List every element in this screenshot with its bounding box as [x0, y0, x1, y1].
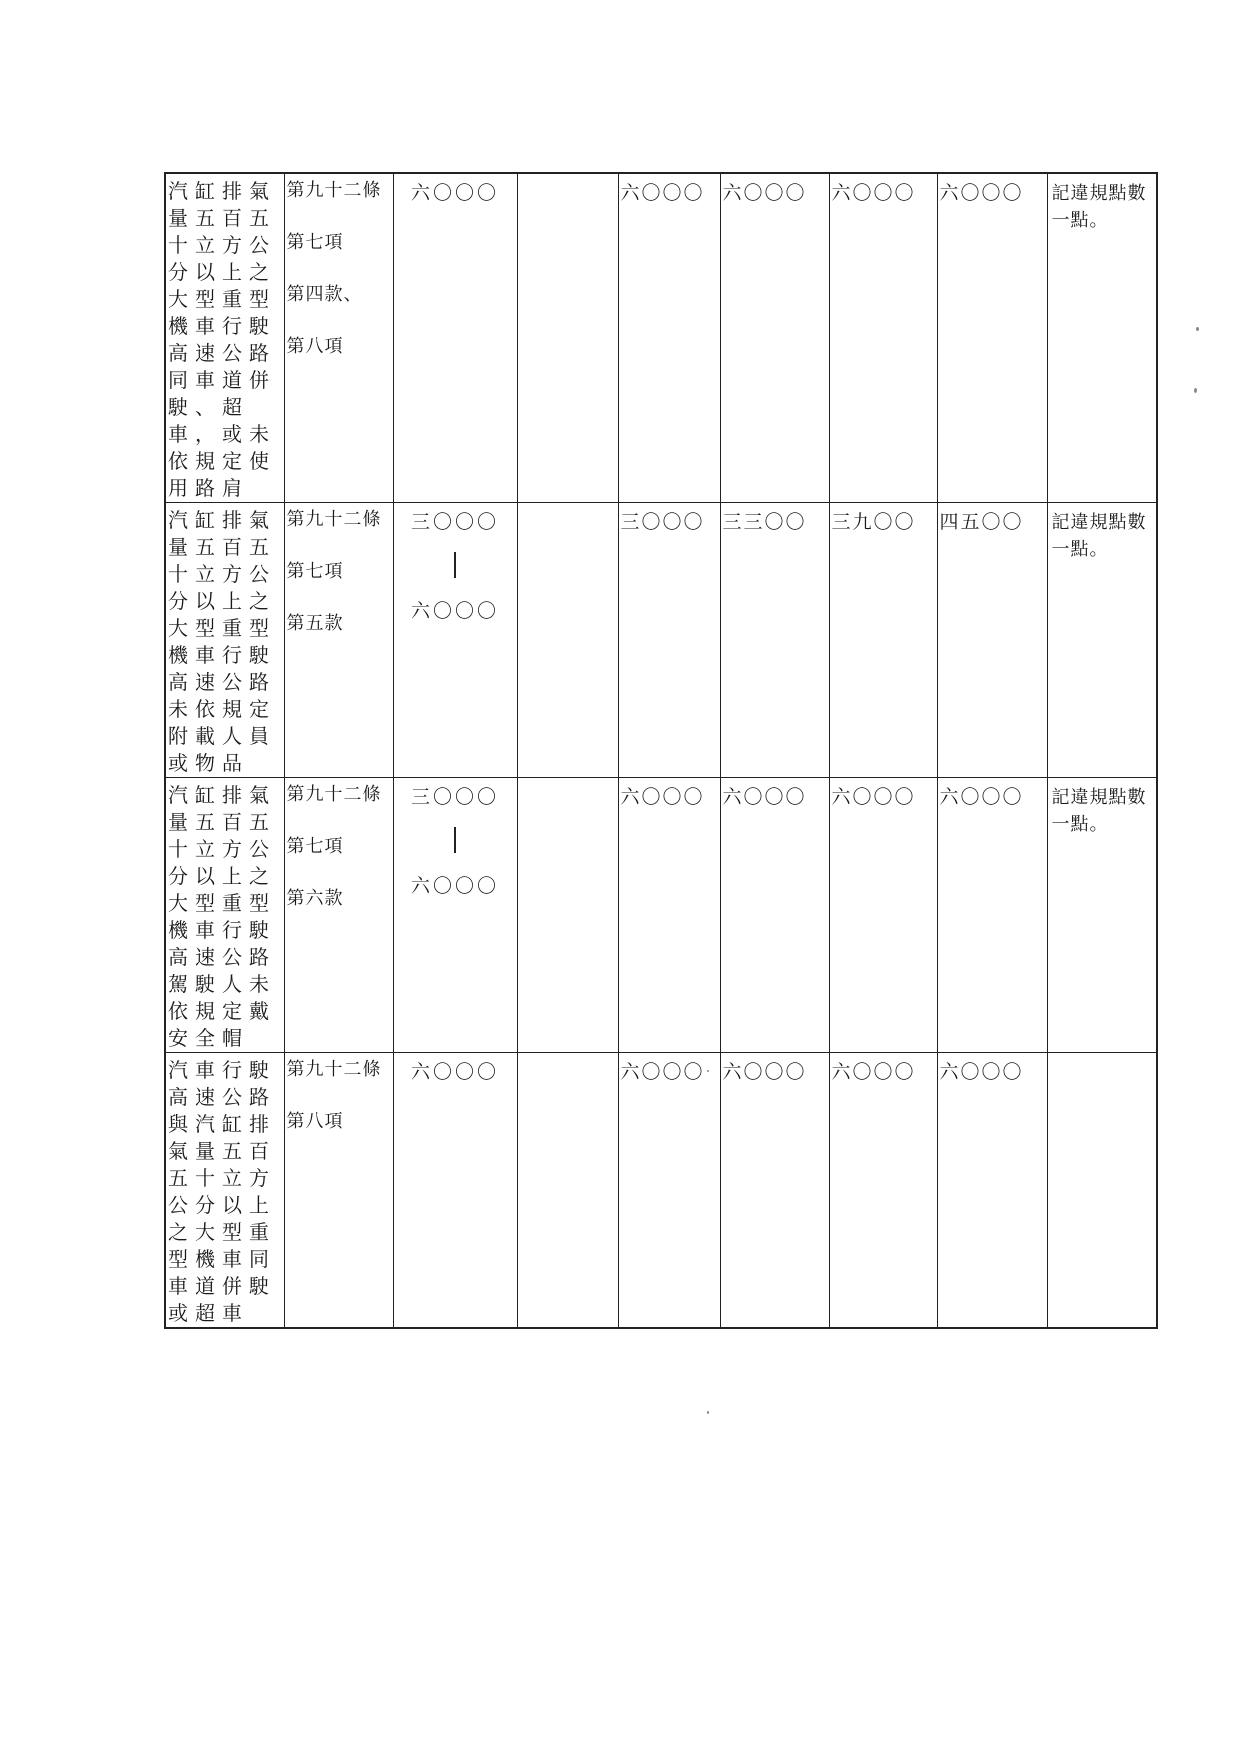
law-article-line: 第八項	[286, 336, 344, 357]
law-article-line: 第九十二條	[286, 180, 382, 201]
violation-description: 汽車行駛高速公路與汽缸排氣量五百五十立方公分以上之大型重型機車同車道併駛或超車	[168, 1058, 276, 1325]
remarks-text: 記違規點數一點。	[1051, 183, 1147, 231]
fine-amount: 四五〇〇	[939, 511, 1024, 533]
law-article-cell	[284, 778, 393, 1053]
table-row	[165, 173, 1157, 503]
fine-range-cell	[393, 1053, 517, 1329]
law-article-line: 第八項	[286, 1111, 344, 1132]
law-article-line: 第七項	[286, 561, 344, 582]
violation-description: 汽缸排氣量五百五十立方公分以上之大型重型機車行駛高速公路未依規定附載人員或物品	[168, 508, 276, 775]
table-row	[165, 778, 1157, 1053]
law-article-line: 第九十二條	[286, 784, 382, 805]
fine-range-from: 三〇〇〇	[410, 786, 499, 808]
fine-amount: 三三〇〇	[722, 511, 807, 533]
fine-amount-cell	[618, 173, 720, 503]
fine-range-from: 六〇〇〇	[410, 1061, 499, 1083]
violation-description-cell	[165, 503, 284, 778]
fine-range-to: 六〇〇〇	[410, 875, 499, 897]
scan-speck	[707, 1070, 709, 1072]
fine-amount: 六〇〇〇	[620, 182, 705, 204]
range-dash	[454, 552, 456, 578]
remarks-cell	[1047, 173, 1157, 503]
violation-description-cell	[165, 173, 284, 503]
fine-amount-cell	[829, 1053, 937, 1329]
law-article-line: 第七項	[286, 232, 344, 253]
fine-amount-cell	[720, 173, 829, 503]
fine-amount: 六〇〇〇	[722, 1061, 807, 1083]
law-article-line: 第五款	[286, 613, 344, 634]
blank-cell	[517, 1053, 618, 1329]
fine-amount: 六〇〇〇	[831, 786, 916, 808]
law-article-cell	[284, 503, 393, 778]
fine-amount: 六〇〇〇	[831, 182, 916, 204]
fine-range-cell	[393, 503, 517, 778]
fine-range-from: 六〇〇〇	[410, 182, 499, 204]
table-row	[165, 503, 1157, 778]
violation-description: 汽缸排氣量五百五十立方公分以上之大型重型機車行駛高速公路同車道併駛、超車，或未依規定使用路肩	[168, 179, 276, 500]
remarks-text: 記違規點數一點。	[1051, 512, 1147, 560]
law-article-line: 第六款	[286, 888, 344, 909]
law-article-cell	[284, 173, 393, 503]
fine-amount-cell	[829, 503, 937, 778]
blank-cell	[517, 173, 618, 503]
fine-amount-cell	[618, 503, 720, 778]
fine-amount: 三〇〇〇	[620, 511, 705, 533]
range-dash	[454, 827, 456, 853]
fine-amount: 六〇〇〇	[722, 182, 807, 204]
fine-amount: 六〇〇〇	[939, 1061, 1024, 1083]
fine-amount-cell	[720, 1053, 829, 1329]
remarks-text	[1048, 1053, 1157, 1059]
fine-amount-cell	[937, 503, 1047, 778]
remarks-cell	[1047, 778, 1157, 1053]
violation-description-cell	[165, 778, 284, 1053]
fine-amount: 六〇〇〇	[722, 786, 807, 808]
fine-range-to: 六〇〇〇	[410, 600, 499, 622]
fine-amount: 六〇〇〇	[939, 786, 1024, 808]
blank-cell	[517, 778, 618, 1053]
law-article-line: 第四款、	[286, 284, 363, 305]
fine-amount: 六〇〇〇	[620, 786, 705, 808]
violation-description: 汽缸排氣量五百五十立方公分以上之大型重型機車行駛高速公路駕駛人未依規定戴安全帽	[168, 783, 276, 1050]
fine-range-from: 三〇〇〇	[410, 511, 499, 533]
fine-amount-cell	[937, 1053, 1047, 1329]
fine-amount-cell	[829, 778, 937, 1053]
fine-amount: 六〇〇〇	[620, 1061, 705, 1083]
fine-range-cell	[393, 173, 517, 503]
fine-amount-cell	[720, 778, 829, 1053]
fine-amount: 六〇〇〇	[939, 182, 1024, 204]
fine-range-cell	[393, 778, 517, 1053]
penalty-table	[164, 172, 1158, 1329]
fine-amount: 六〇〇〇	[831, 1061, 916, 1083]
fine-amount: 三九〇〇	[831, 511, 916, 533]
scan-speck	[1196, 327, 1199, 331]
fine-amount-cell	[937, 173, 1047, 503]
blank-cell	[517, 503, 618, 778]
remarks-text: 記違規點數一點。	[1051, 787, 1147, 835]
fine-amount-cell	[937, 778, 1047, 1053]
fine-amount-cell	[618, 1053, 720, 1329]
law-article-cell	[284, 1053, 393, 1329]
fine-amount-cell	[829, 173, 937, 503]
remarks-cell	[1047, 503, 1157, 778]
table-row	[165, 1053, 1157, 1329]
scan-speck	[1194, 388, 1197, 393]
law-article-line: 第九十二條	[286, 509, 382, 530]
fine-amount-cell	[618, 778, 720, 1053]
law-article-line: 第九十二條	[286, 1059, 382, 1080]
violation-description-cell	[165, 1053, 284, 1329]
scan-speck	[707, 1411, 709, 1414]
law-article-line: 第七項	[286, 836, 344, 857]
remarks-cell	[1047, 1053, 1157, 1329]
fine-amount-cell	[720, 503, 829, 778]
